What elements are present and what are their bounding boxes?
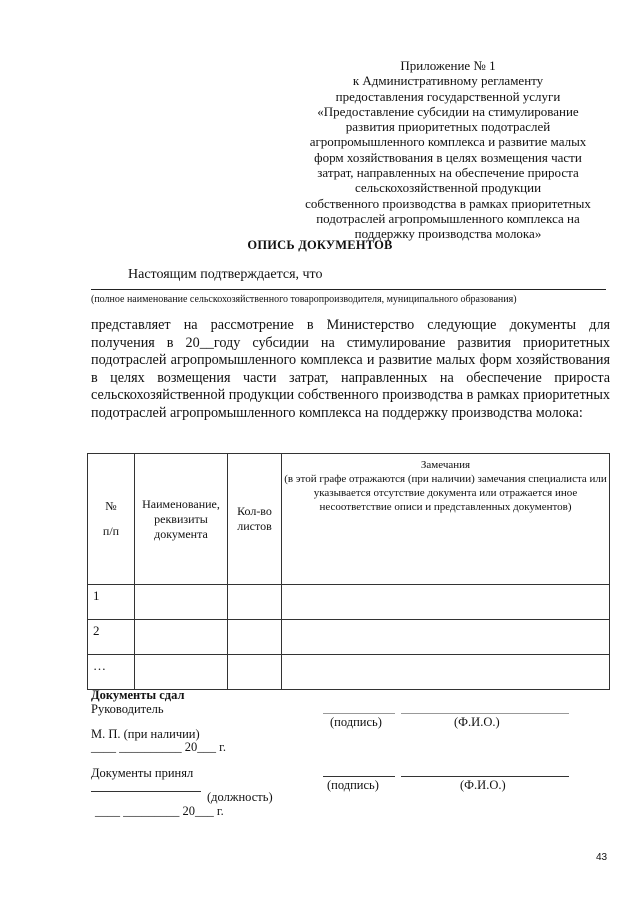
appendix-line: сельскохозяйственной продукции	[354, 180, 542, 196]
col-count-header: Кол-во листов	[228, 454, 282, 585]
appendix-header	[280, 58, 616, 242]
handed-signature-line[interactable]	[323, 713, 395, 714]
received-position-line[interactable]	[91, 791, 201, 792]
received-heading: Документы принял	[91, 766, 194, 780]
received-fio-line[interactable]	[401, 776, 569, 777]
row-number: …	[88, 655, 135, 690]
appendix-line: «Предоставление субсидии на стимулирование	[317, 103, 579, 119]
row-count-cell[interactable]	[228, 620, 282, 655]
appendix-line: подотраслей агропромышленного комплекса на	[316, 210, 580, 226]
appendix-line: собственного производства в рамках приоритетных	[305, 195, 591, 211]
appendix-line: предоставления государственной услуги	[335, 88, 561, 104]
body-paragraph: представляет на рассмотрение в Министерство следующие документы для получения в 20__году субсидии на стимулирование развития приоритетных подотраслей агропромышленного комплекса и развитие малых форм хозяйствования в целях возмещения части затрат, направленных на обеспечение прироста сельскохозяйственной продукции собственного производства в рамках приоритетных подотраслей агропромышленного комплекса на поддержку производства молока:	[91, 317, 610, 421]
table-row	[88, 655, 610, 690]
table-row	[88, 585, 610, 620]
received-signature-caption: (подпись)	[327, 778, 379, 792]
row-name-cell[interactable]	[135, 585, 228, 620]
row-notes-cell[interactable]	[282, 585, 610, 620]
handed-date: ____ __________ 20___ г.	[91, 740, 226, 754]
col-notes-title: Замечания	[420, 459, 471, 471]
row-notes-cell[interactable]	[282, 655, 610, 690]
documents-table	[87, 453, 610, 690]
handed-fio-line[interactable]	[401, 713, 569, 714]
row-name-cell[interactable]	[135, 620, 228, 655]
applicant-fill-line	[91, 289, 606, 290]
handed-heading: Документы сдал	[91, 688, 185, 702]
handed-stamp: М. П. (при наличии)	[91, 727, 200, 741]
confirm-text: Настоящим подтверждается, что	[128, 267, 323, 282]
appendix-line: развития приоритетных подотраслей	[345, 119, 551, 135]
appendix-line: затрат, направленных на обеспечение прироста	[317, 165, 579, 181]
table-header-row	[88, 454, 610, 585]
row-number: 2	[88, 620, 135, 655]
col-notes-header	[282, 454, 610, 585]
col-notes-body: (в этой графе отражаются (при наличии) замечания специалиста или указывается отсутствие документа или отражается иное несоответствие описи и представленных документов)	[284, 473, 607, 513]
row-number: 1	[88, 585, 135, 620]
row-notes-cell[interactable]	[282, 620, 610, 655]
received-signature-line[interactable]	[323, 776, 395, 777]
row-count-cell[interactable]	[228, 585, 282, 620]
appendix-line: Приложение № 1	[400, 58, 496, 73]
col-number-symbol: №	[105, 499, 117, 513]
table-row	[88, 620, 610, 655]
appendix-line: к Административному регламенту	[352, 73, 544, 89]
handed-signature-caption: (подпись)	[330, 715, 382, 729]
received-date: ____ _________ 20___ г.	[95, 804, 224, 818]
handed-fio-caption: (Ф.И.О.)	[454, 715, 500, 729]
document-title: ОПИСЬ ДОКУМЕНТОВ	[247, 238, 393, 252]
appendix-line: форм хозяйствования в целях возмещения части	[314, 149, 582, 165]
received-fio-caption: (Ф.И.О.)	[460, 778, 506, 792]
row-count-cell[interactable]	[228, 655, 282, 690]
col-name-header: Наименование, реквизиты документа	[135, 454, 228, 585]
handed-head-label: Руководитель	[91, 702, 164, 716]
appendix-line: агропромышленного комплекса и развитие малых	[309, 134, 587, 150]
received-position-caption: (должность)	[207, 790, 273, 804]
col-number-header	[88, 454, 135, 585]
applicant-hint: (полное наименование сельскохозяйственного товаропроизводителя, муниципального образования)	[91, 294, 517, 305]
row-name-cell[interactable]	[135, 655, 228, 690]
page-number: 43	[596, 852, 608, 863]
appendix-line: поддержку производства молока»	[354, 226, 542, 242]
col-number-abbr: п/п	[102, 524, 120, 538]
